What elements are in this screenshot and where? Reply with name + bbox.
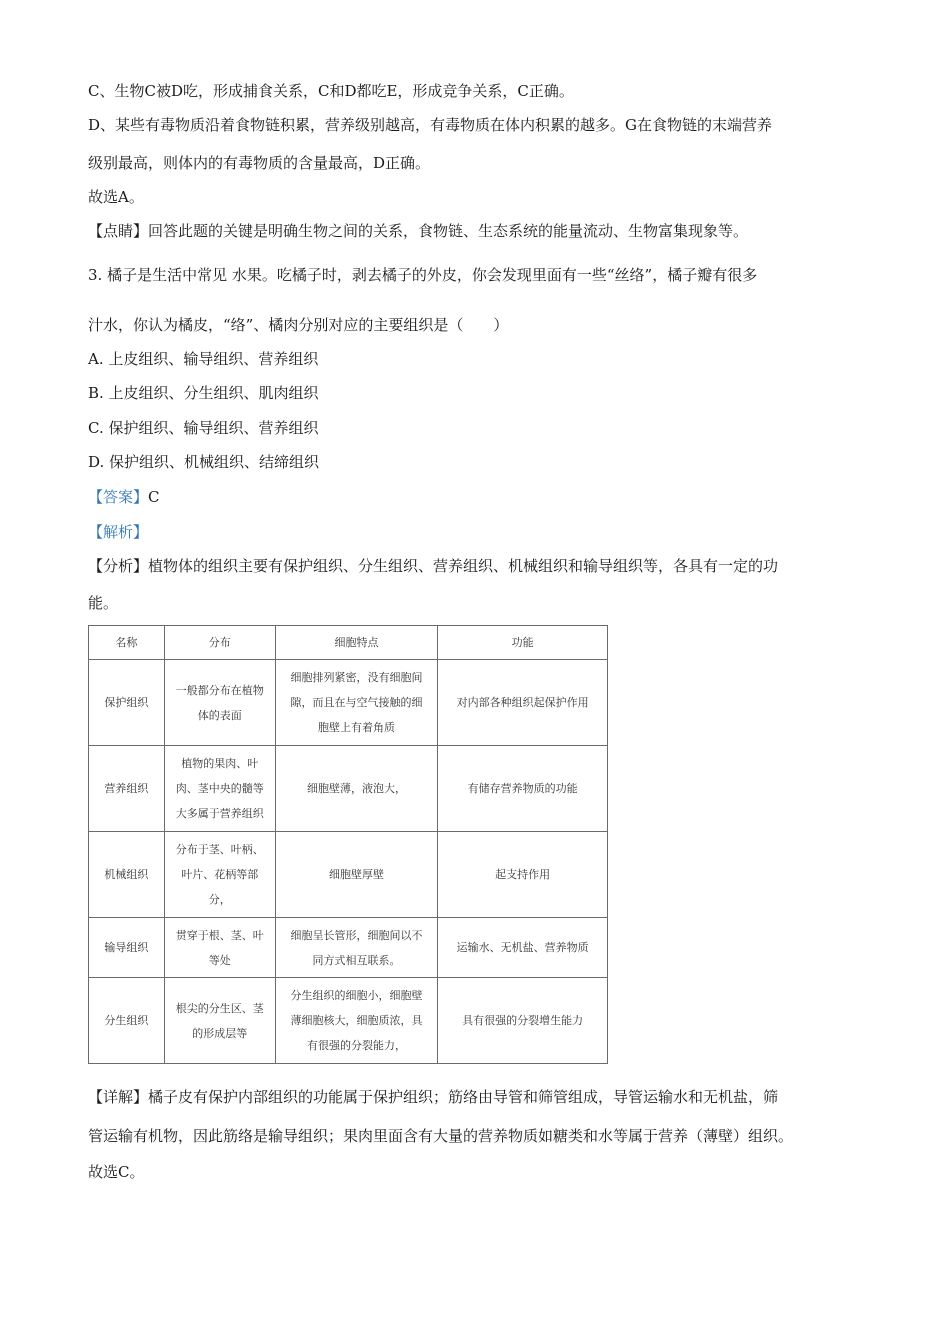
text-line-key-point: 【点睛】回答此题的关键是明确生物之间的关系，食物链、生态系统的能量流动、生物富集现象等。 <box>88 222 749 240</box>
cell-text-line: 保护组织 <box>104 696 149 709</box>
table-row <box>89 978 608 1064</box>
cell-tissue-name <box>89 660 165 746</box>
cell-text-line: 分生组织 <box>104 1014 149 1027</box>
cell-text-line: 薄细胞核大，细胞质浓，具 <box>290 1014 423 1027</box>
cell-tissue-name <box>89 832 165 918</box>
cell-text-line: 隙，而且在与空气接触的细 <box>290 696 423 709</box>
column-header: 分布 <box>164 626 275 660</box>
cell-text-line: 体的表面 <box>197 708 242 722</box>
cell-text-line: 起支持作用 <box>495 868 551 881</box>
cell-tissue-name <box>89 746 165 832</box>
text-line-d-option-analysis: D、某些有毒物质沿着食物链积累，营养级别越高，有毒物质在体内积累的越多。G在食物链的末端营养 <box>88 116 773 134</box>
cell-cell-features <box>275 746 438 832</box>
cell-text-line: 细胞壁薄，液泡大， <box>306 782 406 795</box>
question-3-line-1: 3. 橘子是生活中常见 水果。吃橘子时，剥去橘子的外皮，你会发现里面有一些“丝络”，橘子瓣有很多 <box>88 266 758 284</box>
cell-text-line: 的形成层等 <box>192 1026 248 1040</box>
plant-tissue-table <box>88 625 608 1064</box>
cell-function <box>438 918 608 978</box>
option-a: A. 上皮组织、输导组织、营养组织 <box>88 350 319 368</box>
cell-text-line: 机械组织 <box>104 868 149 881</box>
cell-function <box>438 832 608 918</box>
analysis-line-1: 【分析】植物体的组织主要有保护组织、分生组织、营养组织、机械组织和输导组织等，各具有一定的功 <box>88 557 779 575</box>
cell-tissue-name <box>89 918 165 978</box>
table-row <box>89 660 608 746</box>
table-row <box>89 832 608 918</box>
column-header: 名称 <box>89 626 165 660</box>
detail-line-2: 管运输有机物，因此筋络是输导组织；果肉里面含有大量的营养物质如糖类和水等属于营养（薄壁）组织。 <box>88 1127 794 1145</box>
cell-cell-features <box>275 832 438 918</box>
text-line-choose-a: 故选A。 <box>88 188 144 206</box>
cell-tissue-name <box>89 978 165 1064</box>
cell-text-line: 一般都分布在植物 <box>175 683 264 697</box>
cell-text-line: 分生组织的细胞小，细胞壁 <box>290 989 423 1002</box>
cell-function <box>438 978 608 1064</box>
cell-text-line: 等处 <box>208 953 231 967</box>
analysis-line-2: 能。 <box>88 594 119 612</box>
detail-line-1: 【详解】橘子皮有保护内部组织的功能属于保护组织；筋络由导管和筛管组成，导管运输水和无机盐，筛 <box>88 1088 779 1106</box>
column-header: 细胞特点 <box>275 626 438 660</box>
cell-text-line: 输导组织 <box>104 941 149 954</box>
cell-text-line: 胞壁上有着角质 <box>317 721 395 734</box>
cell-text-line: 细胞壁厚壁 <box>328 868 384 881</box>
cell-function <box>438 660 608 746</box>
cell-distribution <box>164 832 275 918</box>
answer-value: C <box>148 488 160 506</box>
table-row <box>89 746 608 832</box>
cell-cell-features <box>275 660 438 746</box>
cell-distribution <box>164 918 275 978</box>
cell-text-line: 营养组织 <box>104 782 149 795</box>
analysis-label: 【解析】 <box>88 523 149 541</box>
cell-function <box>438 746 608 832</box>
column-header: 功能 <box>438 626 608 660</box>
option-d: D. 保护组织、机械组织、结缔组织 <box>88 453 320 471</box>
cell-text-line: 对内部各种组织起保护作用 <box>456 696 589 709</box>
text-line-d-option-analysis-cont: 级别最高，则体内的有毒物质的含量最高，D正确。 <box>88 154 431 172</box>
cell-text-line: 根尖的分生区、茎 <box>175 1001 264 1015</box>
answer-label: 【答案】 <box>88 488 149 506</box>
cell-distribution <box>164 746 275 832</box>
question-3-line-2: 汁水，你认为橘皮，“络”、橘肉分别对应的主要组织是（ ） <box>88 316 509 334</box>
cell-text-line: 分， <box>208 893 231 906</box>
option-c: C. 保护组织、输导组织、营养组织 <box>88 419 319 437</box>
cell-text-line: 同方式相互联系。 <box>312 953 401 967</box>
detail-line-3: 故选C。 <box>88 1163 145 1181</box>
cell-text-line: 具有很强的分裂增生能力 <box>462 1014 584 1027</box>
cell-cell-features <box>275 918 438 978</box>
answer-line <box>88 487 160 507</box>
cell-text-line: 贯穿于根、茎、叶 <box>175 928 264 942</box>
table-row <box>89 918 608 978</box>
cell-text-line: 细胞排列紧密，没有细胞间 <box>290 671 423 684</box>
cell-text-line: 大多属于营养组织 <box>175 807 264 820</box>
cell-cell-features <box>275 978 438 1064</box>
table-header-row <box>89 626 608 660</box>
cell-text-line: 分布于茎、叶柄、 <box>175 843 264 856</box>
text-line-c-option-analysis: C、生物C被D吃，形成捕食关系，C和D都吃E，形成竞争关系，C正确。 <box>88 82 574 100</box>
cell-distribution <box>164 978 275 1064</box>
option-b: B. 上皮组织、分生组织、肌肉组织 <box>88 384 319 402</box>
cell-text-line: 肉、茎中央的髓等 <box>175 782 264 795</box>
cell-text-line: 运输水、无机盐、营养物质 <box>456 941 589 954</box>
cell-text-line: 有很强的分裂能力， <box>306 1039 406 1052</box>
cell-distribution <box>164 660 275 746</box>
cell-text-line: 叶片、花柄等部 <box>181 868 259 881</box>
cell-text-line: 细胞呈长管形，细胞间以不 <box>290 928 423 942</box>
cell-text-line: 植物的果肉、叶 <box>181 757 259 770</box>
cell-text-line: 有储存营养物质的功能 <box>467 782 578 795</box>
